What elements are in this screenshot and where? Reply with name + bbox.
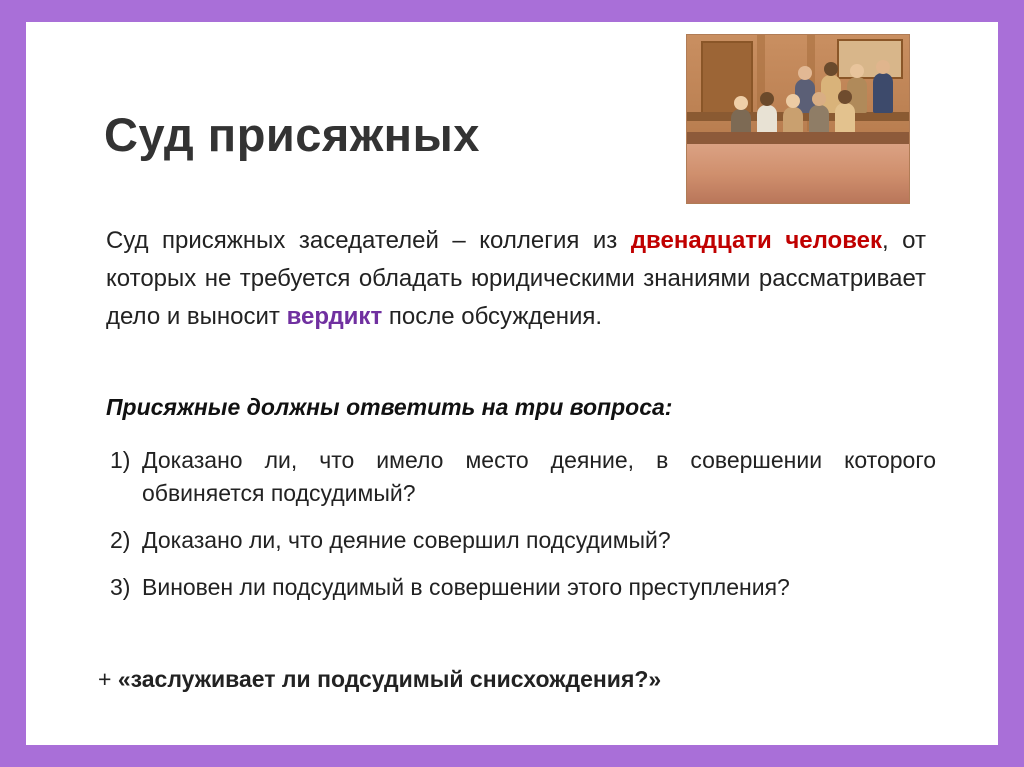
list-item — [106, 524, 936, 557]
illustration-person-head — [850, 64, 864, 78]
list-item-text: Доказано ли, что деяние совершил подсудимый? — [142, 527, 671, 553]
illustration-bench — [687, 132, 909, 203]
illustration-person-head — [786, 94, 800, 108]
additional-question-marker: + — [98, 666, 118, 692]
questions-list — [106, 444, 936, 618]
illustration-person-head — [812, 92, 826, 106]
subheading: Присяжные должны ответить на три вопроса: — [106, 394, 673, 420]
list-item-number: 1) — [110, 447, 131, 473]
list-item-number: 2) — [110, 527, 131, 553]
body-paragraph — [106, 222, 926, 336]
paragraph-part-3: после обсуждения. — [382, 303, 603, 330]
paragraph-highlight-verdict: вердикт — [286, 303, 383, 330]
additional-question — [98, 666, 661, 693]
illustration-person-head — [824, 62, 838, 76]
illustration-person-head — [838, 90, 852, 104]
jury-courtroom-illustration — [686, 34, 910, 204]
illustration-bench-edge — [687, 132, 909, 144]
illustration-person — [873, 73, 893, 113]
illustration-person-head — [760, 92, 774, 106]
illustration-person-head — [734, 96, 748, 110]
page-title: Суд присяжных — [104, 108, 480, 161]
list-item-text: Виновен ли подсудимый в совершении этого преступления? — [142, 574, 790, 600]
list-item — [106, 444, 936, 510]
list-item — [106, 571, 936, 604]
illustration-window — [837, 39, 903, 79]
paragraph-highlight-twelve-people: двенадцати человек — [630, 227, 882, 254]
paragraph-part-1: Суд присяжных заседателей – коллегия из — [106, 227, 631, 254]
illustration-person-head — [876, 60, 890, 74]
additional-question-text: «заслуживает ли подсудимый снисхождения?» — [117, 666, 662, 692]
list-item-number: 3) — [110, 574, 131, 600]
list-item-text: Доказано ли, что имело место деяние, в совершении которого обвиняется подсудимый? — [142, 447, 936, 506]
slide-content — [26, 22, 998, 745]
illustration-person-head — [798, 66, 812, 80]
paragraph-part-2: , от которых не требуется обладать юридическими знаниями рассматривает дело и выносит — [106, 227, 926, 330]
